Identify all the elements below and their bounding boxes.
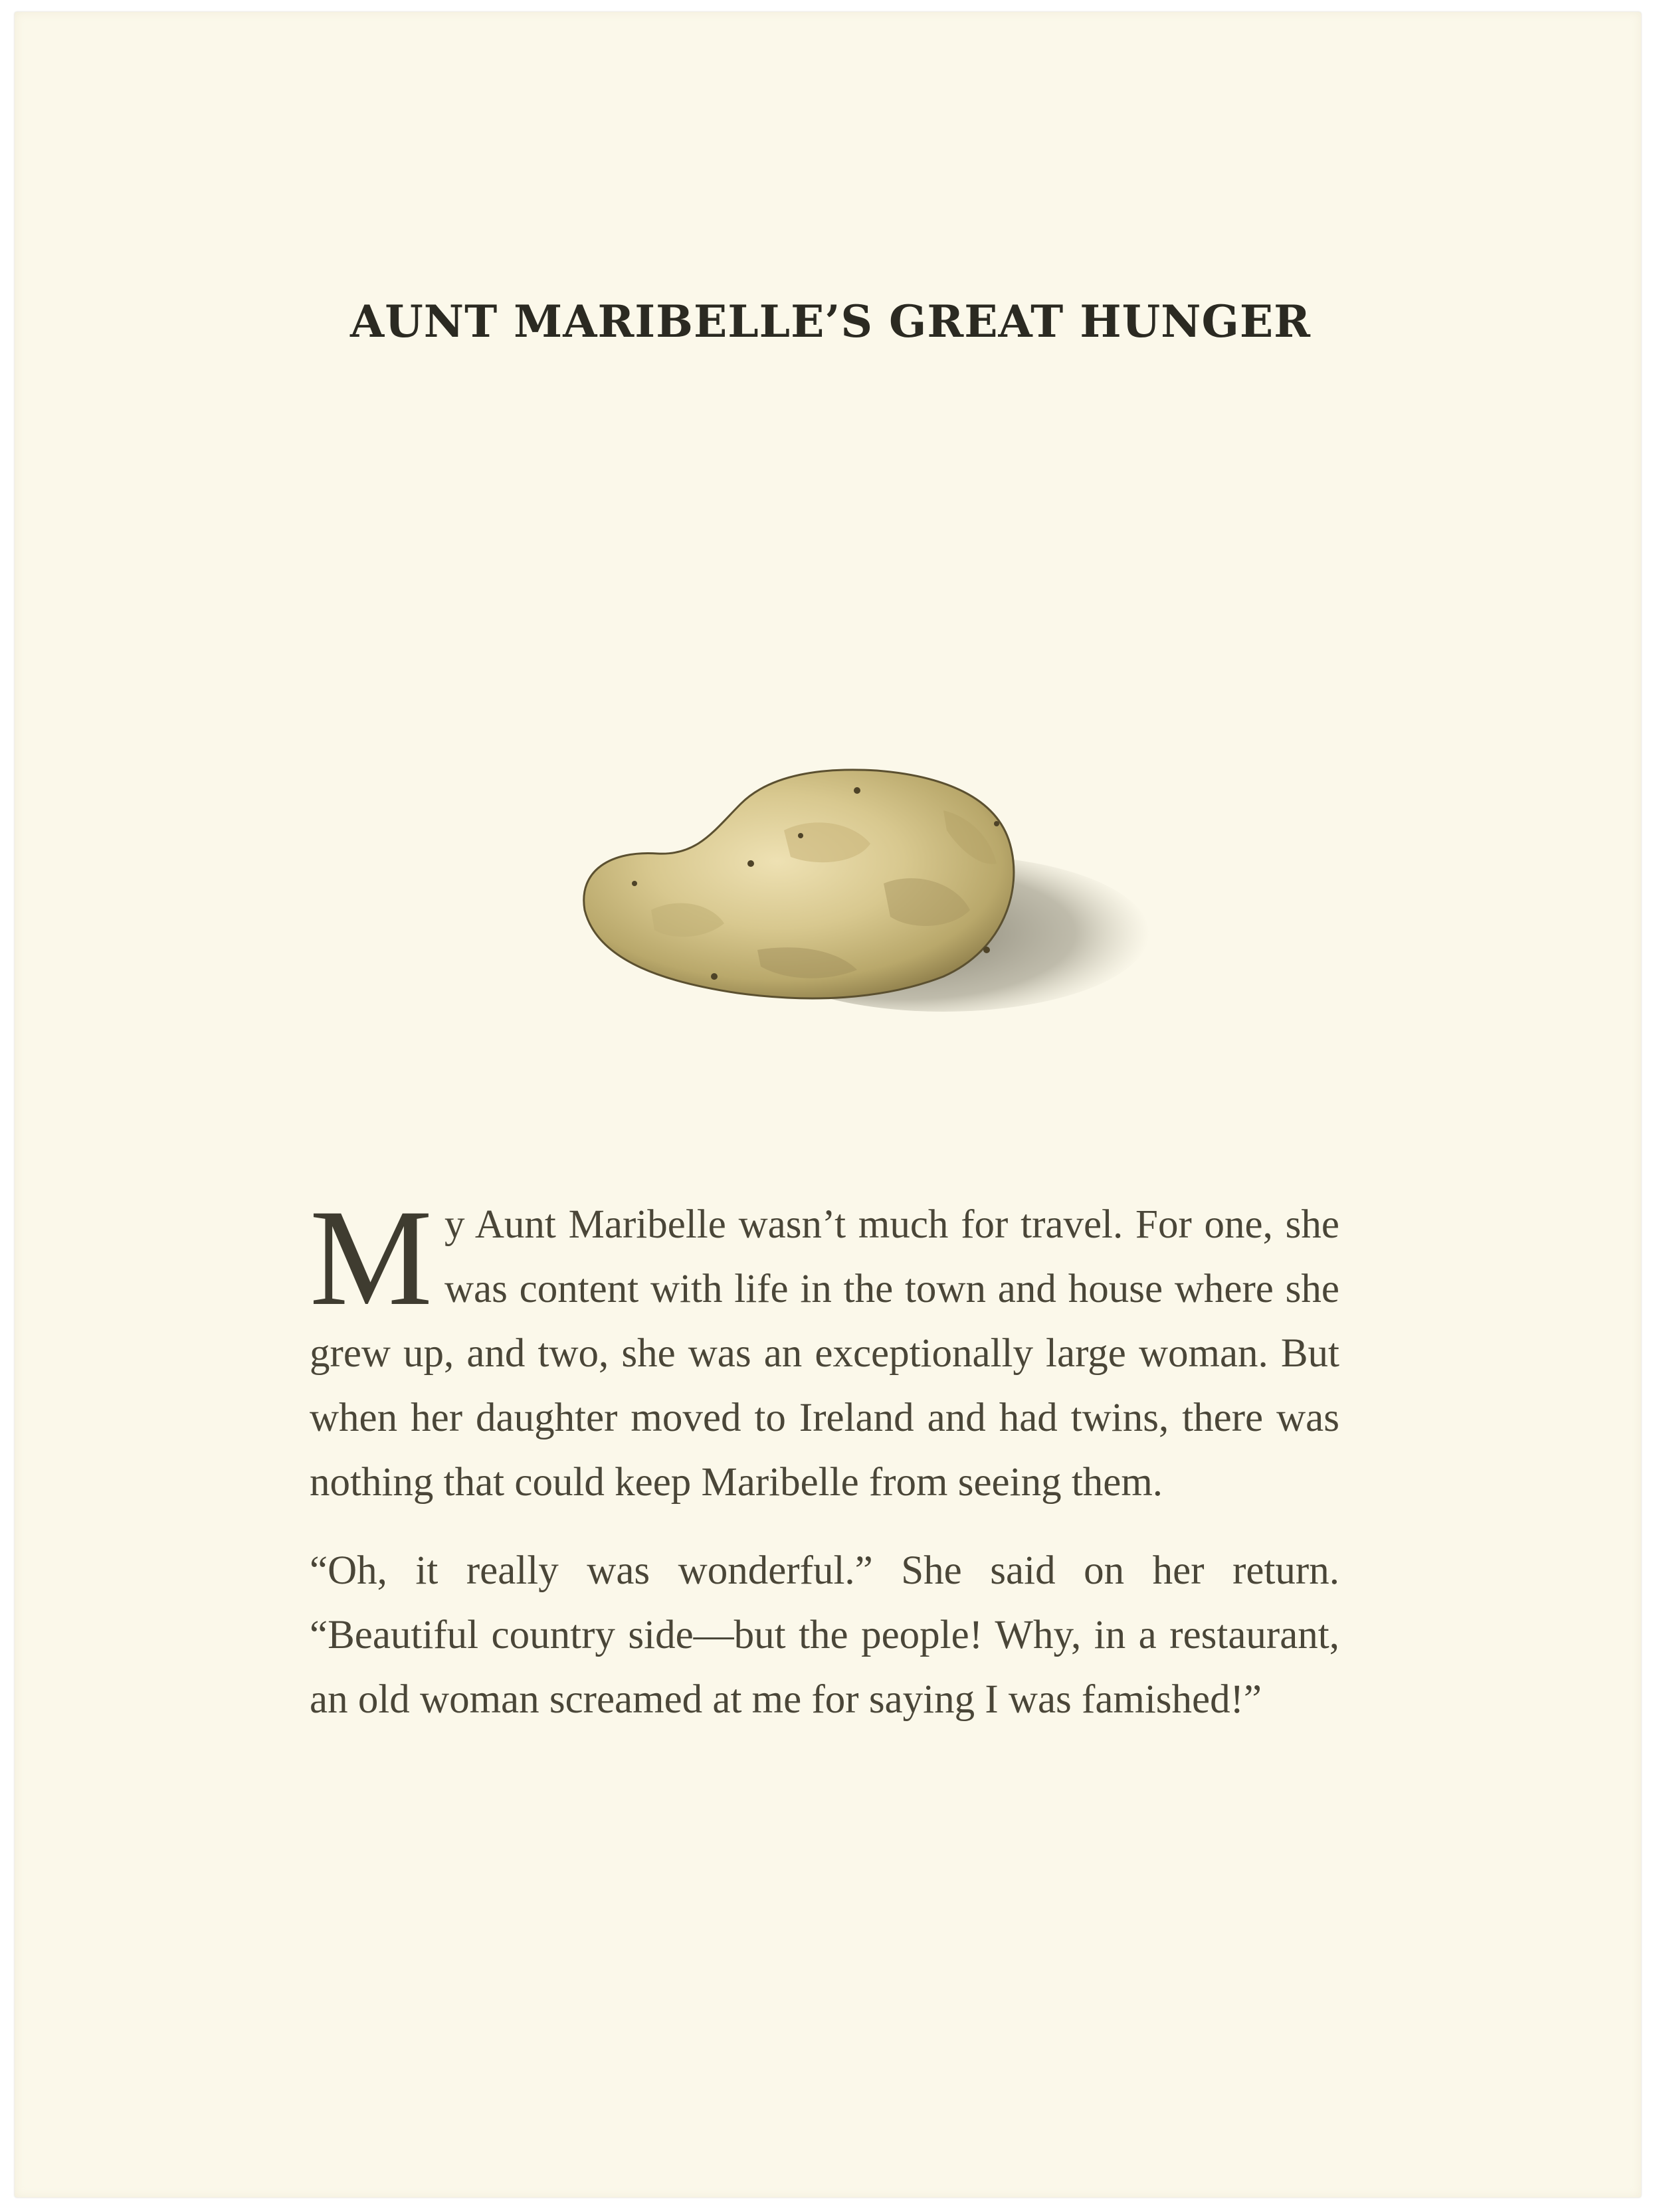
- page-title: AUNT MARIBELLE’S GREAT HUNGER: [350, 296, 1311, 347]
- paragraph-2: “Oh, it really was wonderful.” She said on her return. “Beautiful country side—but the people! Why, in a restaurant, an old woman screamed at me for saying I was famished!”: [310, 1548, 1339, 1722]
- paragraph-1-text: y Aunt Maribelle wasn’t much for travel. For one, she was content with life in the town and house where she grew up, and two, she was an exceptionally large woman. But when her daughter moved to Ireland and had twins, there was nothing that could keep Maribelle from seeing them.: [310, 1202, 1339, 1505]
- drop-cap: M: [310, 1181, 433, 1334]
- paragraph-1: [310, 1181, 1339, 1515]
- potato-illustration-icon: [571, 751, 1169, 1050]
- story-text: [310, 1181, 1339, 1732]
